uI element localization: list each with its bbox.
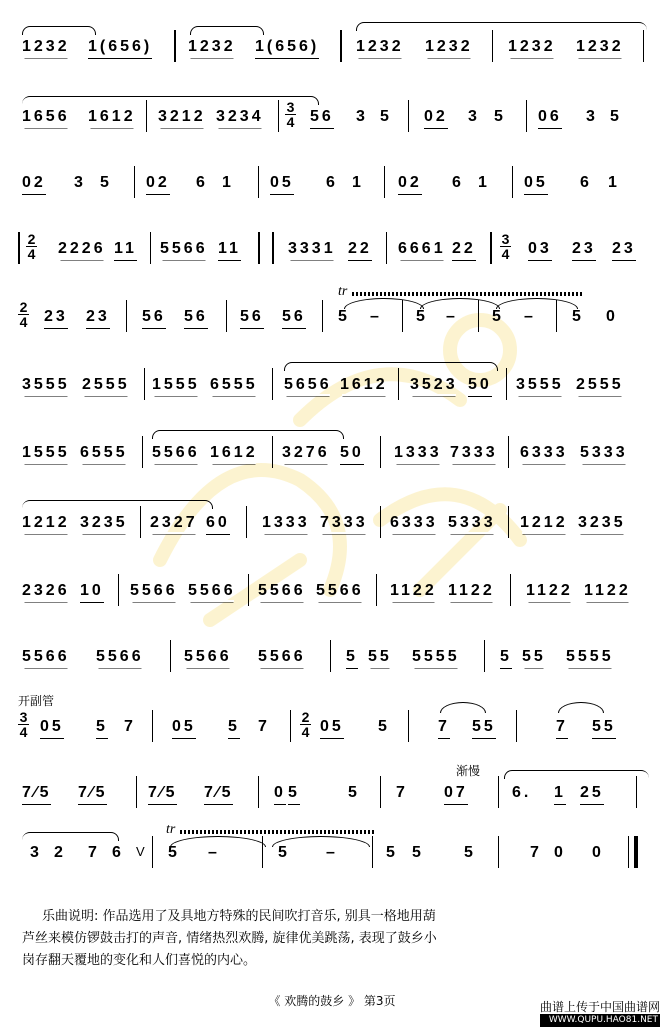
note-group: 7⁄5: [78, 784, 107, 805]
note-group: 1232: [508, 38, 556, 55]
note-group: 05: [524, 174, 548, 195]
note-group: 11: [114, 240, 137, 261]
note: –: [326, 844, 338, 861]
final-barline-thick: [634, 836, 638, 868]
note-group: 05: [172, 718, 196, 739]
description-line: 乐曲说明: 作品选用了及具地方特殊的民间吹打音乐, 别具一格地用葫: [42, 909, 436, 924]
note: 7: [88, 844, 100, 861]
note: 6: [580, 174, 592, 191]
note-group: 3234: [216, 108, 264, 125]
note-group: 22: [452, 240, 476, 261]
note-group: 55: [368, 648, 392, 665]
score-row-10: [0, 630, 664, 690]
note-group: 3235: [578, 514, 626, 531]
note-group: 1333: [394, 444, 442, 461]
barline: [402, 300, 403, 332]
barline: [152, 836, 153, 868]
note-group: 03: [528, 240, 552, 261]
barline: [380, 506, 381, 538]
note-group: 1656: [22, 108, 70, 125]
score-row-1: [0, 20, 664, 80]
barline: [126, 300, 127, 332]
note-group: 1232: [188, 38, 236, 55]
time-signature: 3 4: [286, 99, 295, 130]
barline: [170, 640, 171, 672]
note-group: 1(656): [88, 38, 152, 59]
repeat-end: [490, 232, 492, 264]
note: 6.: [512, 784, 532, 801]
note-group: 7⁄5: [22, 784, 51, 805]
note-group: 1232: [22, 38, 70, 55]
tie: [558, 702, 604, 713]
note-group: 1612: [210, 444, 258, 461]
note: –: [524, 308, 536, 325]
description-line: 芦丝来模仿锣鼓击打的声音, 情绪热烈欢腾, 旋律优美跳荡, 表现了鼓乡小: [22, 931, 437, 946]
music-description: [22, 906, 642, 972]
note-group: 5566: [152, 444, 200, 461]
score-row-9: [0, 564, 664, 624]
note: 1: [608, 174, 620, 191]
score-row-8: [0, 496, 664, 556]
note-group: 1333: [262, 514, 310, 531]
repeat-start: [18, 232, 20, 264]
technique-label: 开副管: [18, 694, 55, 708]
barline: [478, 300, 479, 332]
note-group: 55: [592, 718, 616, 739]
note: 1: [554, 784, 566, 805]
note: 5: [464, 844, 476, 861]
note-group: 05: [270, 174, 294, 195]
note-group: 1122: [584, 582, 631, 599]
time-signature: 2 4: [27, 231, 36, 262]
note-group: 5566: [160, 240, 208, 257]
slur: [22, 832, 119, 841]
barline: [134, 166, 135, 198]
note: 1: [352, 174, 364, 191]
note: 3: [356, 108, 368, 125]
barline: [526, 100, 527, 132]
note-group: 1(656): [255, 38, 319, 59]
note-group: 5555: [412, 648, 460, 665]
note: 7: [124, 718, 136, 735]
credit-text: 曲谱上传于中国曲谱网: [539, 1000, 660, 1014]
tie: [496, 298, 578, 309]
time-signature: 3 4: [501, 231, 510, 262]
barline: [174, 30, 176, 62]
barline: [226, 300, 227, 332]
note: 0: [554, 844, 566, 861]
tie: [420, 298, 500, 309]
slur: [190, 26, 264, 35]
tempo-label: 渐慢: [456, 764, 481, 778]
score-row-6: [0, 358, 664, 418]
note: 5: [572, 308, 584, 325]
note: 6: [452, 174, 464, 191]
barline: [516, 710, 517, 742]
barline: [484, 640, 485, 672]
slur: [152, 430, 344, 439]
note-group: 23: [612, 240, 636, 261]
note-group: 5566: [316, 582, 364, 599]
note-group: 5333: [580, 444, 628, 461]
note-group: 5656: [284, 376, 332, 393]
note: 5: [168, 844, 180, 861]
time-signature: 2 4: [19, 299, 28, 330]
note-group: 23: [86, 308, 110, 329]
barline: [150, 232, 151, 264]
note: 3: [586, 108, 598, 125]
score-row-5: [0, 284, 664, 350]
trill-mark: tr: [338, 284, 348, 299]
barline: [118, 574, 119, 606]
note: 5: [500, 648, 512, 669]
note-group: 6333: [390, 514, 438, 531]
note-group: 56: [310, 108, 334, 129]
slur: [22, 500, 213, 509]
note-group: 6555: [80, 444, 128, 461]
note: 5: [338, 308, 350, 325]
note-group: 6333: [520, 444, 568, 461]
note-group: 2555: [82, 376, 130, 393]
note-group: 1232: [425, 38, 473, 55]
final-barline-thin: [628, 836, 629, 868]
barline: [498, 776, 499, 808]
score-row-13: [0, 822, 664, 886]
note: –: [370, 308, 382, 325]
note: 5: [416, 308, 428, 325]
time-signature: 2 4: [301, 709, 310, 740]
barline: [643, 30, 644, 62]
barline: [386, 232, 387, 264]
note-group: 23: [44, 308, 68, 329]
note-group: 5566: [258, 582, 306, 599]
note-group: 7⁄5: [204, 784, 233, 805]
note: –: [446, 308, 458, 325]
note-group: 3276: [282, 444, 330, 461]
note-group: 25: [580, 784, 604, 805]
barline: [636, 776, 637, 808]
description-line: 岗存翻天覆地的变化和人们喜悦的内心。: [22, 953, 257, 968]
note-group: 7⁄5: [148, 784, 177, 805]
slur: [356, 22, 647, 31]
slur: [22, 26, 96, 35]
barline: [380, 436, 381, 468]
note: 7: [556, 718, 568, 739]
note-group: 6661: [398, 240, 446, 257]
note-group: 1122: [390, 582, 437, 599]
barline: [330, 640, 331, 672]
note-group: 5566: [184, 648, 232, 665]
note: 5: [346, 648, 358, 669]
note-group: 60: [206, 514, 230, 535]
note-group: 07: [444, 784, 468, 805]
score-row-4: [0, 222, 664, 282]
barline: [340, 30, 342, 62]
barline: [322, 300, 323, 332]
note-group: 1612: [340, 376, 388, 393]
note-group: 3523: [410, 376, 458, 393]
barline: [384, 166, 385, 198]
note-group: 1232: [576, 38, 624, 55]
slur: [22, 96, 319, 105]
slur: [284, 362, 498, 371]
note-group: 1122: [526, 582, 573, 599]
note-group: 5566: [258, 648, 306, 665]
barline: [492, 30, 493, 62]
note: 1: [222, 174, 234, 191]
note: 5: [610, 108, 622, 125]
note-group: 3212: [158, 108, 206, 125]
credit-url: WWW.QUPU.HAO81.NET: [540, 1014, 660, 1027]
note: 5: [288, 784, 300, 805]
barline: [510, 574, 511, 606]
score-row-12: [0, 766, 664, 826]
note-group: 1612: [88, 108, 136, 125]
note: 7: [258, 718, 270, 735]
note-group: 5566: [96, 648, 144, 665]
note-group: 6555: [210, 376, 258, 393]
note: 0: [592, 844, 604, 861]
barline: [272, 436, 273, 468]
barline: [398, 368, 399, 400]
note: 6: [196, 174, 208, 191]
barline: [508, 436, 509, 468]
note-group: 50: [340, 444, 364, 465]
note: 6: [326, 174, 338, 191]
note: 5: [228, 718, 240, 739]
note-group: 5566: [22, 648, 70, 665]
note: 5: [380, 108, 392, 125]
barline: [508, 506, 509, 538]
repeat-end: [258, 232, 260, 264]
note-group: 23: [572, 240, 596, 261]
barline: [506, 368, 507, 400]
slur: [504, 770, 649, 779]
note: 5: [96, 718, 108, 739]
note-group: 3555: [516, 376, 564, 393]
note: 2: [54, 844, 66, 861]
note-group: 05: [320, 718, 344, 739]
note: 3: [74, 174, 86, 191]
note: 5: [386, 844, 398, 861]
note-group: 1212: [520, 514, 568, 531]
tie: [344, 298, 424, 309]
barline: [152, 710, 153, 742]
note-group: 3331: [288, 240, 336, 257]
barline: [258, 776, 259, 808]
note-group: 55: [472, 718, 496, 739]
note-group: 1555: [152, 376, 200, 393]
barline: [512, 166, 513, 198]
score-row-3: [0, 156, 664, 216]
barline: [262, 836, 263, 868]
barline: [290, 710, 291, 742]
repeat-start: [272, 232, 274, 264]
barline: [142, 436, 143, 468]
barline: [248, 574, 249, 606]
barline: [272, 368, 273, 400]
note-group: 2326: [22, 582, 70, 599]
note: 3: [468, 108, 480, 125]
note-group: 05: [40, 718, 64, 739]
note: 5: [494, 108, 506, 125]
score-row-2: [0, 90, 664, 150]
note: 5: [378, 718, 390, 735]
tie: [440, 702, 486, 713]
barline: [408, 710, 409, 742]
note: 7: [530, 844, 542, 861]
note-group: 02: [22, 174, 46, 195]
note-group: 56: [282, 308, 306, 329]
note: 7: [438, 718, 450, 739]
barline: [258, 166, 259, 198]
trill-line: [180, 830, 376, 834]
note: 5: [492, 308, 504, 325]
note-group: 56: [142, 308, 166, 329]
trill-mark: tr: [166, 822, 176, 837]
note: 7: [396, 784, 408, 801]
note: 5: [348, 784, 360, 801]
note-group: 55: [522, 648, 546, 665]
barline: [246, 506, 247, 538]
note: 6: [112, 844, 124, 861]
note: 3: [30, 844, 42, 861]
note: 5: [278, 844, 290, 861]
note-group: 2226: [58, 240, 106, 257]
note-group: 02: [424, 108, 448, 129]
note-group: 22: [348, 240, 372, 261]
note-group: 10: [80, 582, 104, 603]
note-group: 2555: [576, 376, 624, 393]
page-footer: 《 欢腾的鼓乡 》 第3页: [268, 994, 396, 1008]
note-group: 50: [468, 376, 492, 397]
note-group: 5333: [448, 514, 496, 531]
barline: [144, 368, 145, 400]
note-group: 2327: [150, 514, 198, 531]
note-group: 56: [240, 308, 264, 329]
note: –: [208, 844, 220, 861]
note-group: 06: [538, 108, 562, 129]
note-group: 5566: [188, 582, 236, 599]
score-row-11: [0, 694, 664, 754]
note-group: 1232: [356, 38, 404, 55]
site-credit: [540, 1001, 660, 1027]
note: 0: [274, 784, 286, 805]
note-group: 1122: [448, 582, 495, 599]
breath-mark: V: [136, 844, 145, 859]
time-signature: 3 4: [19, 709, 28, 740]
note-group: 7333: [320, 514, 368, 531]
note-group: 02: [146, 174, 170, 195]
note-group: 1555: [22, 444, 70, 461]
barline: [498, 836, 499, 868]
note-group: 1212: [22, 514, 70, 531]
note-group: 11: [218, 240, 241, 261]
note-group: 3235: [80, 514, 128, 531]
note-group: 3555: [22, 376, 70, 393]
barline: [556, 300, 557, 332]
barline: [408, 100, 409, 132]
barline: [372, 836, 373, 868]
barline: [380, 776, 381, 808]
barline: [376, 574, 377, 606]
barline: [278, 100, 279, 132]
trill-line: [352, 292, 584, 296]
note-group: 5566: [130, 582, 178, 599]
barline: [140, 506, 141, 538]
note-group: 56: [184, 308, 208, 329]
note: 1: [478, 174, 490, 191]
note: 0: [606, 308, 618, 325]
note: 5: [412, 844, 424, 861]
note-group: 02: [398, 174, 422, 195]
note: 5: [100, 174, 112, 191]
barline: [146, 100, 147, 132]
note-group: 5555: [566, 648, 614, 665]
score-row-7: [0, 426, 664, 486]
barline: [136, 776, 137, 808]
note-group: 7333: [450, 444, 498, 461]
